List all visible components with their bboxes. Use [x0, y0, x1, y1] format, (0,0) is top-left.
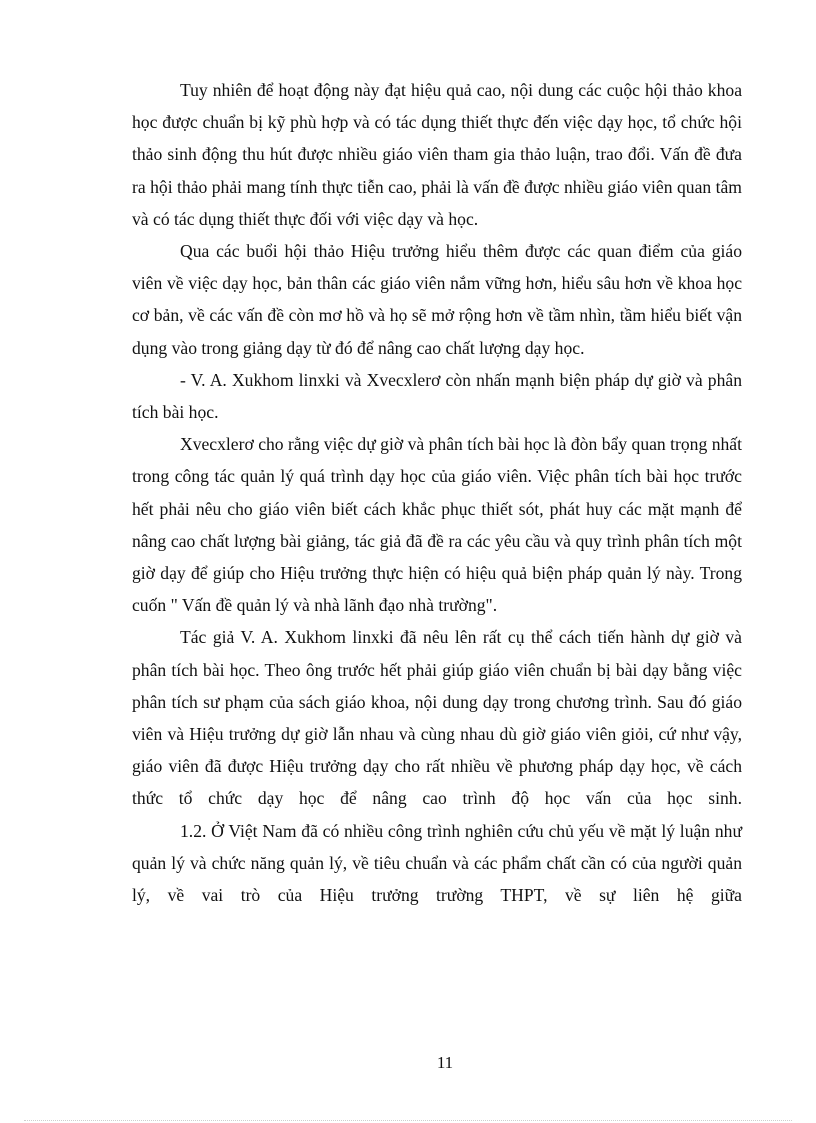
paragraph-4: Xvecxlerơ cho rằng việc dự giờ và phân tích bài học là đòn bẩy quan trọng nhất trong công tác quản lý quá trình dạy học của giáo viên. Việc phân tích bài học trước hết phải nêu cho giáo viên biết cách khắc phục thiết sót, phát huy các mặt mạnh để nâng cao chất lượng bài giảng, tác giả đã đề ra các yêu cầu và quy trình phân tích một giờ dạy để giúp cho Hiệu trưởng thực hiện có hiệu quả biện pháp quản lý này. Trong cuốn " Vấn đề quản lý và nhà lãnh đạo nhà trường".: [132, 434, 742, 616]
paragraph-5: Tác giả V. A. Xukhom linxki đã nêu lên rất cụ thể cách tiến hành dự giờ và phân tích bài học. Theo ông trước hết phải giúp giáo viên chuẩn bị bài dạy bằng việc phân tích sư phạm của sách giáo khoa, nội dung dạy trong chương trình. Sau đó giáo viên và Hiệu trưởng dự giờ lẫn nhau và cùng nhau dù giờ giáo viên giỏi, cứ như vậy, giáo viên đã được Hiệu trưởng dạy cho rất nhiều về phương pháp dạy học, về cách thức tổ chức dạy học để nâng cao trình độ học vấn của học sinh.: [132, 627, 742, 809]
paragraph-1: Tuy nhiên để hoạt động này đạt hiệu quả cao, nội dung các cuộc hội thảo khoa học được chuẩn bị kỹ phù hợp và có tác dụng thiết thực đến việc dạy học, tổ chức hội thảo sinh động thu hút được nhiều giáo viên tham gia thảo luận, trao đổi. Vấn đề đưa ra hội thảo phải mang tính thực tiễn cao, phải là vấn đề được nhiều giáo viên quan tâm và có tác dụng thiết thực đối với việc dạy và học.: [132, 80, 742, 229]
paragraph-3: - V. A. Xukhom linxki và Xvecxlerơ còn nhấn mạnh biện pháp dự giờ và phân tích bài học.: [132, 369, 742, 423]
page-bottom-divider: [24, 1120, 792, 1121]
paragraph-6: 1.2. Ở Việt Nam đã có nhiều công trình nghiên cứu chủ yếu về mặt lý luận như quản lý và chức năng quản lý, về tiêu chuẩn và các phẩm chất cần có của người quản lý, về vai trò của Hiệu trưởng trường THPT, về sự liên hệ giữa: [132, 820, 742, 906]
paragraph-2: Qua các buổi hội thảo Hiệu trưởng hiểu thêm được các quan điểm của giáo viên về việc dạy học, bản thân các giáo viên nắm vững hơn, hiểu sâu hơn về khoa học cơ bản, về các vấn đề còn mơ hồ và họ sẽ mở rộng hơn về tầm nhìn, tầm hiểu biết vận dụng vào trong giảng dạy từ đó để nâng cao chất lượng dạy học.: [132, 241, 742, 358]
body-text: [132, 74, 742, 911]
page-number: 11: [436, 1053, 454, 1072]
